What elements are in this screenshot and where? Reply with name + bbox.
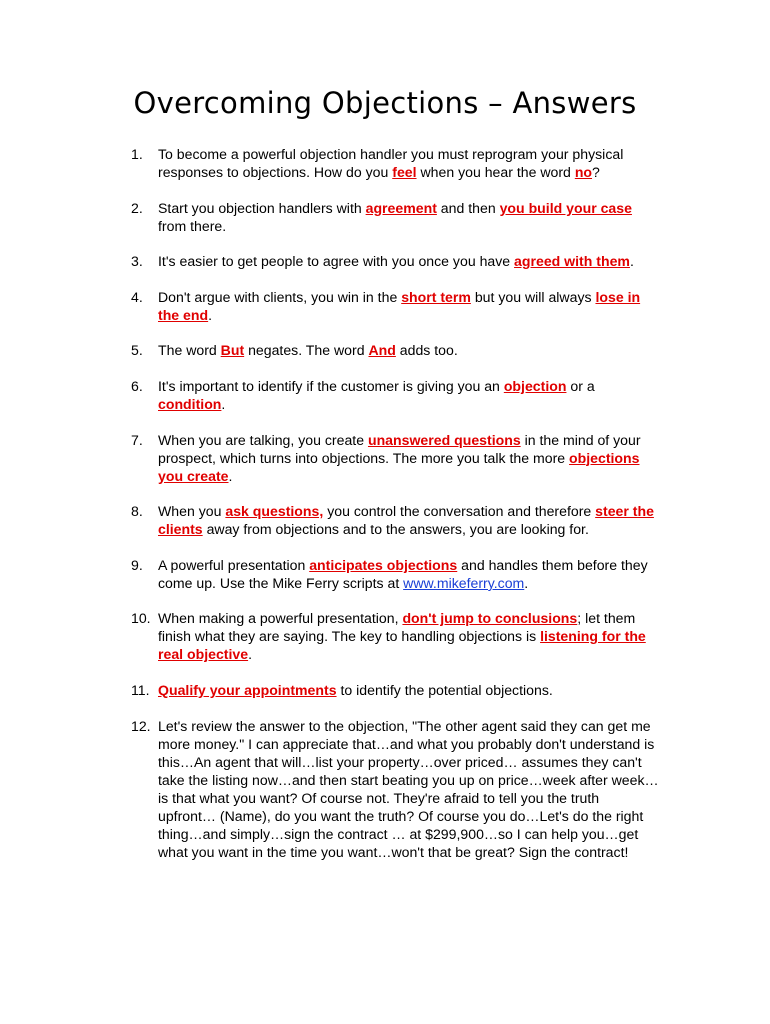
answer-list <box>131 145 661 878</box>
item-text: away from objections and to the answers, you are looking for. <box>202 521 589 538</box>
page-title: Overcoming Objections – Answers <box>133 86 637 120</box>
item-text: When you are talking, you create <box>158 431 368 448</box>
item-text: and then <box>436 199 500 216</box>
list-item <box>131 431 661 485</box>
item-number: 3. <box>131 253 143 270</box>
answer-text: no <box>574 164 593 180</box>
list-item <box>131 717 661 861</box>
answer-text: feel <box>392 164 417 180</box>
list-item <box>131 341 661 359</box>
item-text: to identify the potential objections. <box>336 681 553 698</box>
answer-text: anticipates objections <box>309 556 458 573</box>
list-item <box>131 502 661 538</box>
item-text: in the mind of your prospect, which turns into objections. The more you talk the more <box>158 431 641 466</box>
item-text: . <box>228 467 233 484</box>
website-link[interactable]: www.mikeferry.com <box>403 574 525 591</box>
answer-text: you build your case <box>499 199 632 216</box>
item-text: and handles them before they come up. Use the Mike Ferry scripts at <box>158 556 648 591</box>
answer-text: condition <box>158 395 222 412</box>
answer-text: don't jump to conclusions <box>402 610 578 627</box>
list-item <box>131 377 661 413</box>
item-text: It's easier to get people to agree with you once you have <box>158 253 515 270</box>
item-number: 11. <box>131 681 150 698</box>
item-number: 5. <box>131 342 143 359</box>
list-item <box>131 288 661 324</box>
list-item <box>131 609 661 663</box>
answer-text: ask questions, <box>225 503 324 520</box>
item-text: ? <box>592 164 600 180</box>
item-number: 8. <box>131 503 143 520</box>
item-text: but you will always <box>470 288 596 305</box>
item-text: you control the conversation and therefore <box>323 503 596 520</box>
item-text: Start you objection handlers with <box>158 199 366 216</box>
item-text: . <box>524 574 529 591</box>
item-number: 6. <box>131 377 143 394</box>
item-text: when you hear the word <box>416 164 575 180</box>
item-text: . <box>629 253 634 270</box>
item-text: . <box>208 306 213 323</box>
answer-text: Qualify your appointments <box>158 681 337 698</box>
item-text: negates. The word <box>244 342 369 359</box>
item-number: 2. <box>131 199 143 216</box>
answer-text: objections you create <box>158 449 640 484</box>
item-number: 4. <box>131 288 143 305</box>
list-item <box>131 145 661 181</box>
item-text: When making a powerful presentation, <box>158 610 403 627</box>
answer-text: agreed with them <box>514 253 630 270</box>
answer-text: And <box>368 342 396 359</box>
item-text: . <box>248 646 253 663</box>
answer-text: unanswered questions <box>367 431 521 448</box>
answer-text: listening for the real objective <box>158 628 646 663</box>
answer-text: But <box>220 342 245 359</box>
item-text: It's important to identify if the customer is giving you an <box>158 377 504 394</box>
list-item <box>131 252 661 270</box>
answer-text: lose in the end <box>158 288 641 323</box>
item-number: 9. <box>131 556 143 573</box>
item-text: When you <box>158 503 226 520</box>
item-text: To become a powerful objection handler you must reprogram your physical responses to objections. How do you <box>158 146 624 180</box>
answer-text: short term <box>401 288 471 305</box>
answer-text: objection <box>503 377 567 394</box>
list-item <box>131 681 661 699</box>
item-number: 10. <box>131 610 151 627</box>
item-text: . <box>221 395 226 412</box>
answer-text: steer the clients <box>158 503 654 538</box>
item-text: The word <box>158 342 221 359</box>
item-number: 7. <box>131 431 143 448</box>
item-text: ; let them finish what they are saying. The key to handling objections is <box>158 610 636 645</box>
item-number: 12. <box>131 717 151 734</box>
list-item <box>131 556 661 592</box>
item-text: Let's review the answer to the objection, "The other agent said they can get me more money." I can appreciate that…and what you probably don't understand is this…An agent that will…list your property…over priced… assumes they can't take the listing now…and then start beating you up on price…week after week…is that what you want? Of course not. They're afraid to tell you the truth upfront… (Name), do you want the truth? Of course you do…Let's do the right thing…and simply…sign the contract … at $299,900…so I can help you…get what you want in the time you want…won't that be great? Sign the contract! <box>158 717 659 860</box>
list-item <box>131 199 661 235</box>
item-text: A powerful presentation <box>158 556 310 573</box>
answer-text: agreement <box>365 199 437 216</box>
item-text: adds too. <box>395 342 458 359</box>
item-text: from there. <box>158 217 227 234</box>
item-number: 1. <box>131 146 143 162</box>
item-text: Don't argue with clients, you win in the <box>158 288 402 305</box>
item-text: or a <box>566 377 595 394</box>
